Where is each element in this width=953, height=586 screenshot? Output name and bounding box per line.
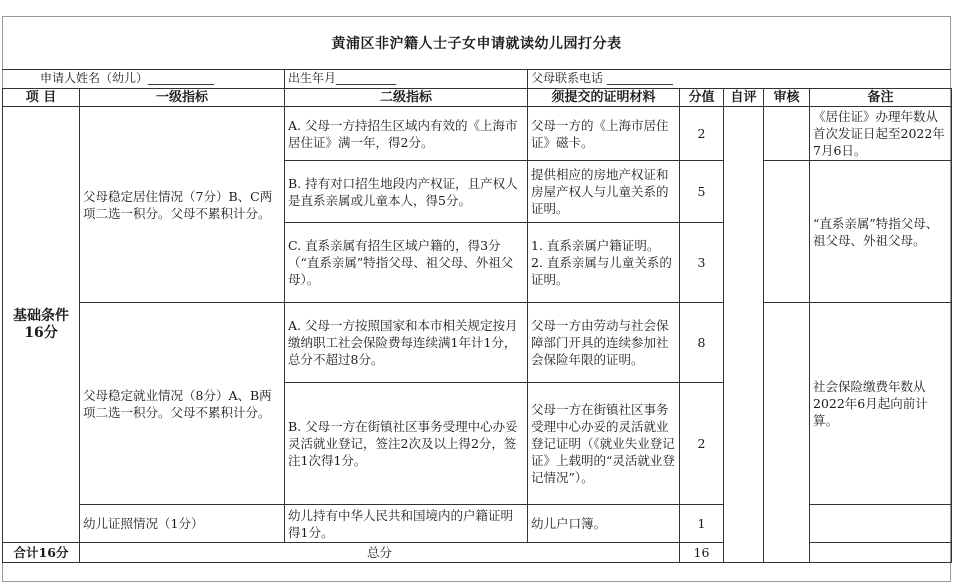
childcert-note	[810, 505, 952, 543]
header-level2: 二级指标	[285, 89, 528, 107]
phone-field[interactable]: 父母联系电话 ___________	[531, 71, 673, 85]
total-note	[810, 543, 952, 563]
childcert-material: 幼儿户口簿。	[528, 505, 680, 543]
birth-field[interactable]: 出生年月__________	[288, 71, 397, 85]
employment-level1: 父母稳定就业情况（8分）A、B两项二选一积分。父母不累积计分。	[80, 303, 285, 505]
child-name-field[interactable]: 申请人姓名（幼儿）___________	[40, 71, 215, 85]
residence-b-material: 提供相应的房地产权证和房屋产权人与儿童关系的证明。	[528, 161, 680, 223]
residence-c-material-2: 2. 直系亲属与儿童关系的证明。	[531, 255, 672, 287]
table-row	[3, 303, 952, 383]
residence-b-score: 5	[680, 161, 724, 223]
childcert-level1: 幼儿证照情况（1分）	[80, 505, 285, 543]
residence-bc-note: “直系亲属”特指父母、祖父母、外祖父母。	[810, 161, 952, 303]
header-notes: 备注	[810, 89, 952, 107]
employment-a-level2: A. 父母一方按照国家和本市相关规定按月缴纳职工社会保险费每连续满1年计1分，总分不超过8分。	[285, 303, 528, 383]
residence-a-level2: A. 父母一方持招生区域内有效的《上海市居住证》满一年，得2分。	[285, 107, 528, 161]
residence-a-note: 《居住证》办理年数从首次发证日起至2022年7月6日。	[810, 107, 952, 161]
employment-b-material: 父母一方在街镇社区事务受理中心办妥的灵活就业登记证明（《就业失业登记证》上载明的“灵活就业登记情况”）。	[528, 383, 680, 505]
sheet-title: 黄浦区非沪籍人士子女申请就读幼儿园打分表	[331, 35, 622, 52]
total-score: 16	[680, 543, 724, 563]
header-review: 审核	[764, 89, 810, 107]
table-row	[3, 505, 952, 543]
header-level1: 一级指标	[80, 89, 285, 107]
employment-a-score: 8	[680, 303, 724, 383]
residence-c-score: 3	[680, 223, 724, 303]
score-table	[2, 88, 952, 563]
header-score: 分值	[680, 89, 724, 107]
category-cell: 基础条件16分	[3, 107, 80, 543]
residence-a-score: 2	[680, 107, 724, 161]
residence-b-level2: B. 持有对口招生地段内产权证，且产权人是直系亲属或儿童本人，得5分。	[285, 161, 528, 223]
self-eval-cell[interactable]	[724, 107, 764, 563]
review-cell[interactable]	[764, 161, 810, 303]
total-text: 总分	[80, 543, 680, 563]
residence-c-level2: C. 直系亲属有招生区域户籍的，得3分（“直系亲属”特指父母、祖父母、外祖父母）。	[285, 223, 528, 303]
header-self: 自评	[724, 89, 764, 107]
childcert-score: 1	[680, 505, 724, 543]
residence-a-material: 父母一方的《上海市居住证》磁卡。	[528, 107, 680, 161]
employment-note: 社会保险缴费年数从2022年6月起向前计算。	[810, 303, 952, 505]
review-cell[interactable]	[764, 303, 810, 563]
residence-level1: 父母稳定居住情况（7分）B、C两项二选一积分。父母不累积计分。	[80, 107, 285, 303]
divider	[284, 69, 285, 88]
residence-c-material-1: 1. 直系亲属户籍证明。	[531, 238, 660, 253]
residence-c-material	[528, 223, 680, 303]
header-row	[3, 89, 952, 107]
total-label: 合计16分	[3, 543, 80, 563]
employment-b-level2: B. 父母一方在街镇社区事务受理中心办妥灵活就业登记，签注2次及以上得2分，签注1次得1分。	[285, 383, 528, 505]
total-row	[3, 543, 952, 563]
header-item: 项 目	[3, 89, 80, 107]
table-row	[3, 107, 952, 161]
employment-b-score: 2	[680, 383, 724, 505]
childcert-level2: 幼儿持有中华人民共和国境内的户籍证明得1分。	[285, 505, 528, 543]
divider	[527, 69, 528, 88]
employment-a-material: 父母一方由劳动与社会保障部门开具的连续参加社会保险年限的证明。	[528, 303, 680, 383]
review-cell[interactable]	[764, 107, 810, 161]
header-materials: 须提交的证明材料	[528, 89, 680, 107]
